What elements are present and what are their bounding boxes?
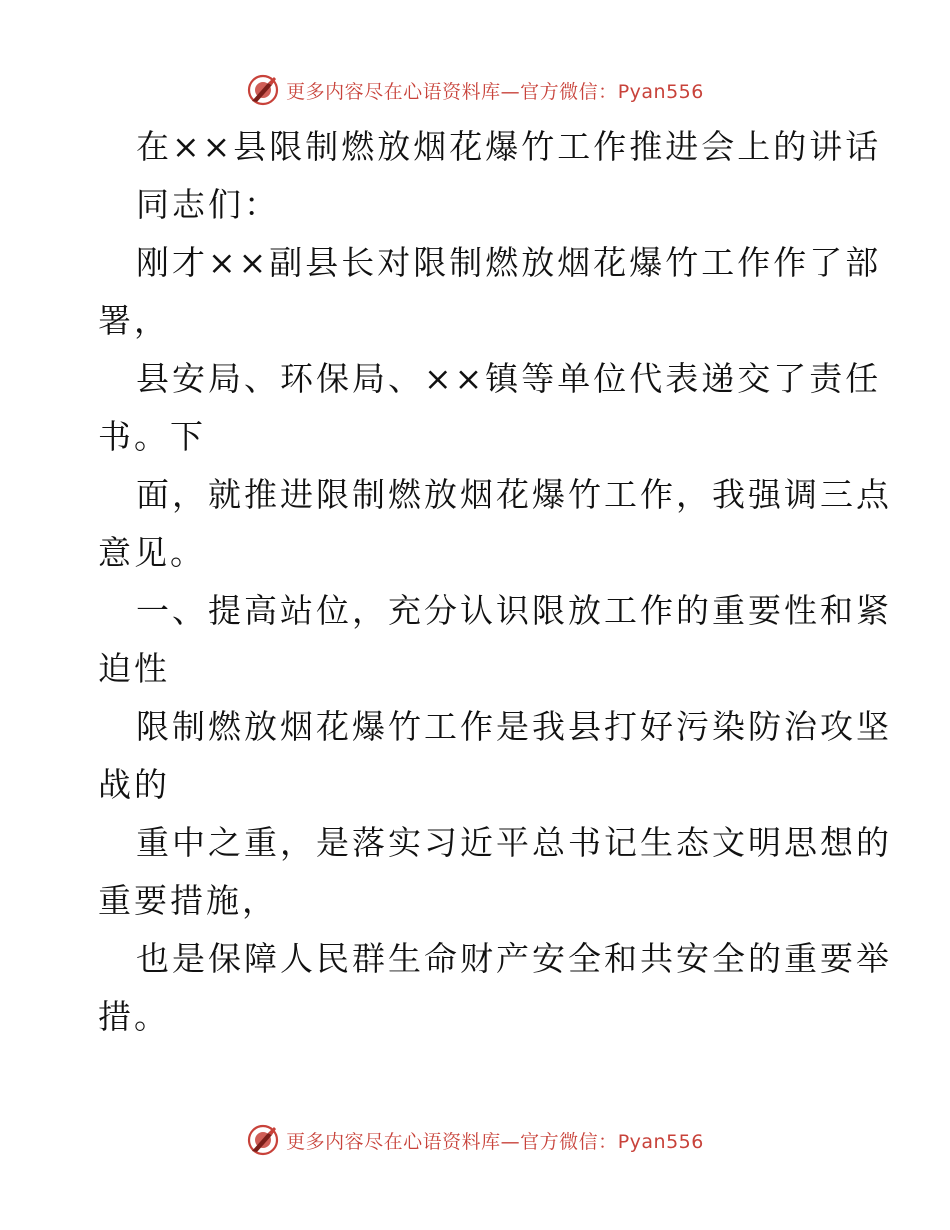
- text-line: 县安局、环保局、××镇等单位代表递交了责任: [136, 359, 882, 398]
- pen-logo-icon: [246, 1123, 280, 1157]
- text-line: 也是保障人民群生命财产安全和共安全的重要举: [136, 939, 892, 978]
- text-line: 措。: [98, 997, 170, 1036]
- text-line: 重中之重，是落实习近平总书记生态文明思想的: [136, 823, 892, 862]
- text-line: 迫性: [98, 649, 170, 688]
- text-line: 书。下: [98, 417, 206, 456]
- text-line: 同志们：: [136, 185, 280, 224]
- watermark-text: 更多内容尽在心语资料库—官方微信：Pyan556: [286, 1130, 704, 1153]
- text-line: 面，就推进限制燃放烟花爆竹工作，我强调三点: [136, 475, 892, 514]
- text-line: 一、提高站位，充分认识限放工作的重要性和紧: [136, 591, 892, 630]
- text-line: 战的: [98, 765, 170, 804]
- pen-logo-icon: [246, 73, 280, 107]
- text-line: 重要措施，: [98, 881, 278, 920]
- text-line: 刚才××副县长对限制燃放烟花爆竹工作作了部: [136, 243, 882, 282]
- text-line: 意见。: [98, 533, 206, 572]
- document-body: [98, 118, 892, 1046]
- watermark-banner-top: [0, 70, 950, 110]
- watermark-banner-bottom: [0, 1120, 950, 1160]
- watermark-text: 更多内容尽在心语资料库—官方微信：Pyan556: [286, 80, 704, 103]
- text-line: 在××县限制燃放烟花爆竹工作推进会上的讲话: [136, 127, 882, 166]
- text-line: 署，: [98, 301, 170, 340]
- text-line: 限制燃放烟花爆竹工作是我县打好污染防治攻坚: [136, 707, 892, 746]
